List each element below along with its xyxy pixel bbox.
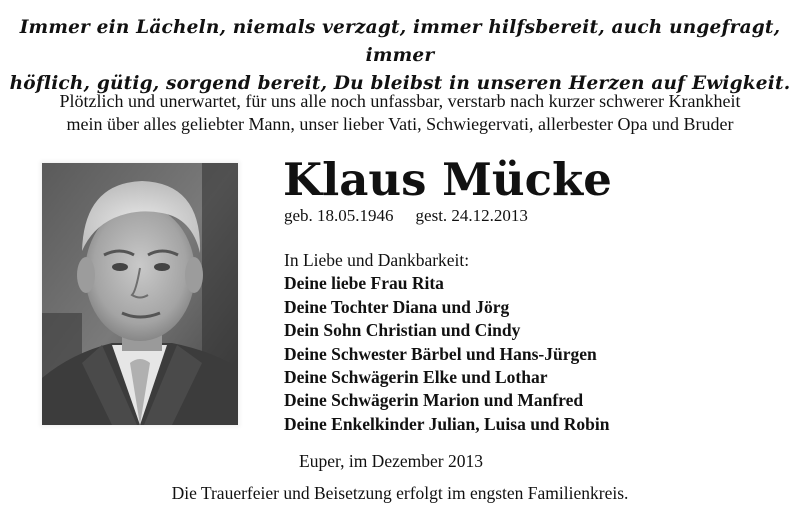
announcement-intro (0, 90, 800, 136)
life-dates (284, 205, 528, 227)
service-note: Die Trauerfeier und Beisetzung erfolgt im engsten Familienkreis. (171, 483, 629, 503)
mourners-lead: In Liebe und Dankbarkeit: (284, 250, 470, 270)
mourner-line: Deine Schwägerin Marion und Manfred (284, 390, 584, 411)
birth-date: geb. 18.05.1946 (284, 206, 394, 225)
motto-line-2: höflich, gütig, sorgend bereit, Du bleibst in unseren Herzen auf Ewigkeit. (9, 73, 791, 94)
mourner-line: Dein Sohn Christian und Cindy (284, 320, 521, 341)
death-date: gest. 24.12.2013 (415, 206, 528, 225)
motto-verse (0, 14, 800, 98)
deceased-name: Klaus Mücke (283, 153, 612, 206)
mourner-line: Deine Schwägerin Elke und Lothar (284, 367, 548, 388)
portrait-image (42, 163, 238, 425)
mourner-line: Deine Enkelkinder Julian, Luisa und Robin (284, 413, 610, 434)
place-and-date: Euper, im Dezember 2013 (299, 451, 483, 471)
portrait-photo (42, 163, 238, 425)
mourner-line: Deine Tochter Diana und Jörg (284, 296, 510, 317)
motto-line-1: Immer ein Lächeln, niemals verzagt, immer hilfsbereit, auch ungefragt, immer (19, 17, 781, 66)
intro-line-1: Plötzlich und unerwartet, für uns alle noch unfassbar, verstarb nach kurzer schwerer Krankheit (59, 91, 741, 111)
mourner-line: Deine Schwester Bärbel und Hans-Jürgen (284, 343, 597, 364)
intro-line-2: mein über alles geliebter Mann, unser lieber Vati, Schwiegervati, allerbester Opa und Bruder (66, 114, 734, 134)
mourners-list (284, 249, 610, 436)
mourner-line: Deine liebe Frau Rita (284, 273, 444, 294)
